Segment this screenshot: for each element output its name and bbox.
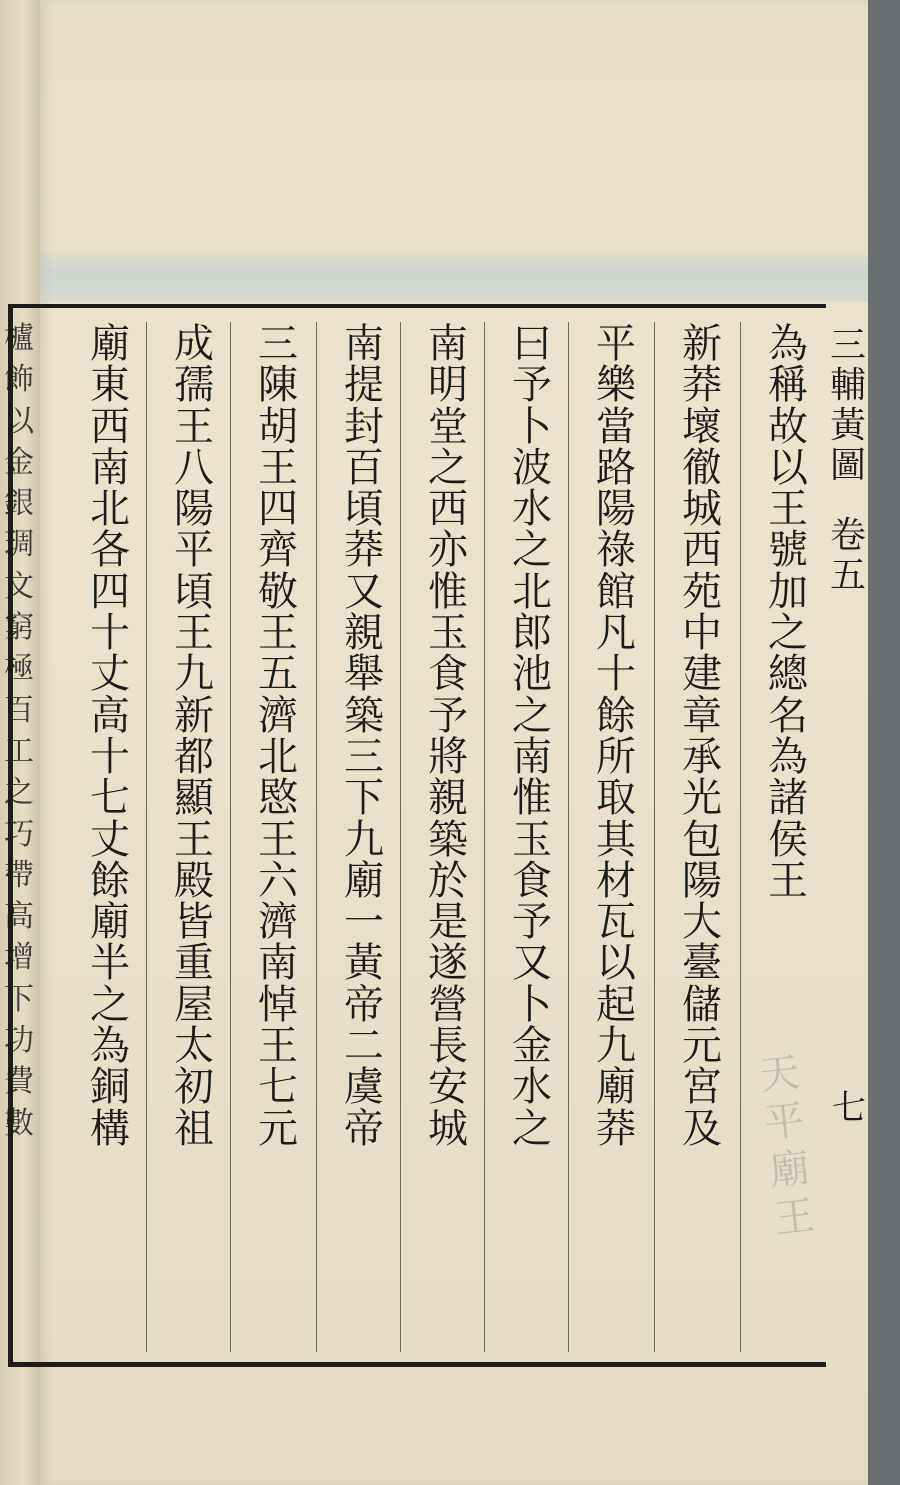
glyph: 水: [512, 1064, 552, 1111]
glyph: 包: [682, 816, 722, 863]
glyph: 樂: [596, 362, 636, 409]
glyph: 頃: [344, 486, 384, 533]
column-rule: [400, 322, 401, 1352]
glyph: 承: [682, 733, 722, 780]
glyph: 惟: [428, 568, 468, 615]
glyph: 是: [428, 899, 468, 946]
glyph: 予: [428, 692, 468, 739]
previous-page-glyph: 極: [4, 651, 34, 687]
previous-page-glyph: 高: [4, 899, 34, 935]
glyph: 西: [428, 486, 468, 533]
previous-page-glyph: 窮: [4, 610, 34, 646]
glyph: 丈: [90, 816, 130, 863]
glyph: 之: [768, 610, 808, 657]
glyph: 西: [682, 527, 722, 574]
glyph: 陽: [682, 857, 722, 904]
glyph: 徹: [682, 444, 722, 491]
glyph: 王: [258, 444, 298, 491]
glyph: 封: [344, 403, 384, 450]
glyph: 其: [596, 816, 636, 863]
glyph: 愍: [258, 775, 298, 822]
glyph: 九: [344, 816, 384, 863]
glyph: 四: [258, 486, 298, 533]
glyph: 卜: [512, 981, 552, 1028]
glyph: 廟: [90, 321, 130, 367]
glyph: 元: [258, 1105, 298, 1152]
glyph: 侯: [768, 816, 808, 863]
glyph: 食: [428, 651, 468, 698]
glyph: 濟: [258, 692, 298, 739]
glyph: 郎: [512, 610, 552, 657]
header-glyph: 黃: [829, 405, 866, 446]
glyph: 故: [768, 403, 808, 450]
previous-page-glyph: 功: [4, 1023, 34, 1059]
glyph: 東: [90, 362, 130, 409]
glyph: 新: [682, 321, 722, 367]
glyph: 南: [512, 733, 552, 780]
text-column-6: [340, 321, 388, 1152]
glyph: 臺: [682, 940, 722, 987]
glyph: 城: [428, 1105, 468, 1152]
glyph: 各: [90, 527, 130, 574]
glyph: 南: [90, 444, 130, 491]
header-glyph: 五: [829, 555, 866, 596]
glyph: 又: [512, 940, 552, 987]
glyph: 為: [768, 321, 808, 367]
glyph: 食: [512, 857, 552, 904]
column-rule: [568, 322, 569, 1352]
glyph: 築: [428, 816, 468, 863]
glyph: 及: [682, 1105, 722, 1152]
glyph: 王: [768, 486, 808, 533]
previous-page-glyph: 銀: [4, 486, 34, 522]
glyph: 黃: [344, 940, 384, 987]
glyph: 南: [428, 321, 468, 367]
previous-page-glyph: 帶: [4, 857, 34, 893]
glyph: 七: [258, 1064, 298, 1111]
glyph: 廟: [90, 899, 130, 946]
column-rule: [146, 322, 147, 1352]
glyph: 大: [682, 899, 722, 946]
glyph: 玉: [512, 816, 552, 863]
glyph: 舉: [344, 651, 384, 698]
glyph: 九: [596, 1023, 636, 1070]
glyph: 平: [596, 321, 636, 367]
glyph: 路: [596, 444, 636, 491]
glyph: 稱: [768, 362, 808, 409]
glyph: 六: [258, 857, 298, 904]
text-column-7: [254, 321, 302, 1152]
stamp-glyph: 廟: [767, 1145, 812, 1195]
glyph: 以: [768, 444, 808, 491]
header-glyph: 卷: [829, 515, 866, 556]
glyph: 王: [174, 403, 214, 450]
glyph: 太: [174, 1023, 214, 1070]
column-rule: [654, 322, 655, 1352]
glyph: 帝: [344, 981, 384, 1028]
book-title: [830, 326, 866, 486]
glyph: 王: [174, 610, 214, 657]
glyph: 都: [174, 733, 214, 780]
glyph: 王: [258, 1023, 298, 1070]
glyph: 起: [596, 981, 636, 1028]
previous-page-glyph: 琱: [4, 527, 34, 563]
glyph: 北: [258, 733, 298, 780]
glyph: 濟: [258, 899, 298, 946]
previous-page-glyph: 巧: [4, 816, 34, 852]
glyph: 水: [512, 486, 552, 533]
glyph: 成: [174, 321, 214, 367]
text-column-2: [678, 321, 726, 1152]
glyph: 屋: [174, 981, 214, 1028]
glyph: 城: [682, 486, 722, 533]
glyph: 惟: [512, 775, 552, 822]
glyph: 莽: [344, 527, 384, 574]
glyph: 三: [258, 321, 298, 367]
glyph: 宮: [682, 1064, 722, 1111]
glyph: 親: [344, 610, 384, 657]
text-column-8: [170, 321, 218, 1152]
glyph: 當: [596, 403, 636, 450]
glyph: 十: [90, 610, 130, 657]
glyph: 王: [258, 816, 298, 863]
glyph: 陳: [258, 362, 298, 409]
glyph: 波: [512, 444, 552, 491]
glyph: 章: [682, 692, 722, 739]
glyph: 銅: [90, 1064, 130, 1111]
glyph: 虞: [344, 1064, 384, 1111]
glyph: 百: [344, 444, 384, 491]
previous-page-glyph: 百: [4, 692, 34, 728]
glyph: 為: [90, 1023, 130, 1070]
previous-page-glyph: 下: [4, 981, 34, 1017]
glyph: 四: [90, 568, 130, 615]
glyph: 池: [512, 651, 552, 698]
glyph: 九: [174, 651, 214, 698]
glyph: 安: [428, 1064, 468, 1111]
glyph: 又: [344, 568, 384, 615]
glyph: 名: [768, 692, 808, 739]
glyph: 陽: [596, 486, 636, 533]
glyph: 壞: [682, 403, 722, 450]
glyph: 亦: [428, 527, 468, 574]
stamp-glyph: 平: [762, 1097, 807, 1148]
glyph: 長: [428, 1023, 468, 1070]
glyph: 明: [428, 362, 468, 409]
glyph: 西: [90, 403, 130, 450]
glyph: 孺: [174, 362, 214, 409]
glyph: 悼: [258, 981, 298, 1028]
glyph: 十: [90, 733, 130, 780]
glyph: 新: [174, 692, 214, 739]
glyph: 之: [428, 444, 468, 491]
glyph: 建: [682, 651, 722, 698]
glyph: 取: [596, 775, 636, 822]
text-column-3: [592, 321, 640, 1152]
glyph: 高: [90, 692, 130, 739]
glyph: 祖: [174, 1105, 214, 1152]
previous-page-glyph: 文: [4, 568, 34, 604]
glyph: 二: [344, 1023, 384, 1070]
text-column-4: [508, 321, 556, 1152]
text-column-1: [764, 321, 812, 904]
glyph: 將: [428, 733, 468, 780]
column-rule: [230, 322, 231, 1352]
glyph: 胡: [258, 403, 298, 450]
glyph: 陽: [174, 486, 214, 533]
glyph: 材: [596, 857, 636, 904]
previous-page-glyph: 以: [4, 403, 34, 439]
header-glyph: 輔: [829, 365, 866, 406]
glyph: 三: [344, 733, 384, 780]
glyph: 頃: [174, 568, 214, 615]
glyph: 構: [90, 1105, 130, 1152]
glyph: 重: [174, 940, 214, 987]
header-glyph: 三: [829, 325, 866, 366]
glyph: 餘: [596, 692, 636, 739]
volume-label: [830, 516, 866, 596]
glyph: 南: [258, 940, 298, 987]
glyph: 總: [768, 651, 808, 698]
column-rule: [484, 322, 485, 1352]
glyph: 凡: [596, 610, 636, 657]
glyph: 七: [90, 775, 130, 822]
glyph: 予: [512, 899, 552, 946]
stamp-glyph: 天: [757, 1049, 802, 1100]
glyph: 北: [90, 486, 130, 533]
glyph: 北: [512, 568, 552, 615]
glyph: 瓦: [596, 899, 636, 946]
scan-background: [866, 0, 900, 1485]
page-tint-band: [40, 248, 868, 302]
column-rule: [740, 322, 741, 1352]
glyph: 之: [90, 981, 130, 1028]
glyph: 諸: [768, 775, 808, 822]
glyph: 五: [258, 651, 298, 698]
glyph: 初: [174, 1064, 214, 1111]
previous-page-glyph: 工: [4, 733, 34, 769]
previous-page-glyph: 金: [4, 444, 34, 480]
glyph: 予: [512, 362, 552, 409]
glyph: 金: [512, 1023, 552, 1070]
glyph: 王: [174, 816, 214, 863]
glyph: 加: [768, 568, 808, 615]
glyph: 親: [428, 775, 468, 822]
text-column-9: [86, 321, 134, 1152]
previous-page-glyph: 費: [4, 1064, 34, 1100]
glyph: 半: [90, 940, 130, 987]
glyph: 下: [344, 775, 384, 822]
glyph: 於: [428, 857, 468, 904]
glyph: 平: [174, 527, 214, 574]
glyph: 館: [596, 568, 636, 615]
glyph: 之: [512, 527, 552, 574]
glyph: 之: [512, 1105, 552, 1152]
previous-page-glyph: 飾: [4, 362, 34, 398]
glyph: 王: [768, 857, 808, 904]
glyph: 顯: [174, 775, 214, 822]
previous-page-glyph: 數: [4, 1105, 34, 1141]
glyph: 以: [596, 940, 636, 987]
glyph: 南: [344, 321, 384, 367]
glyph: 莽: [596, 1105, 636, 1152]
glyph: 為: [768, 733, 808, 780]
glyph: 皆: [174, 899, 214, 946]
glyph: 殿: [174, 857, 214, 904]
glyph: 所: [596, 733, 636, 780]
leaf-number: 七: [832, 1088, 866, 1128]
glyph: 王: [258, 610, 298, 657]
glyph: 苑: [682, 568, 722, 615]
glyph: 中: [682, 610, 722, 657]
glyph: 遂: [428, 940, 468, 987]
column-rule: [316, 322, 317, 1352]
glyph: 一: [344, 899, 384, 946]
glyph: 營: [428, 981, 468, 1028]
margin-header: [828, 326, 868, 596]
previous-page-glyph: 櫨: [4, 321, 34, 356]
glyph: 玉: [428, 610, 468, 657]
glyph: 敬: [258, 568, 298, 615]
text-column-5: [424, 321, 472, 1152]
stamp-glyph: 王: [772, 1192, 817, 1243]
glyph: 丈: [90, 651, 130, 698]
glyph: 莽: [682, 362, 722, 409]
glyph: 之: [512, 692, 552, 739]
glyph: 餘: [90, 857, 130, 904]
glyph: 廟: [344, 857, 384, 904]
glyph: 曰: [512, 321, 552, 367]
header-glyph: 圖: [829, 445, 866, 486]
glyph: 八: [174, 444, 214, 491]
glyph: 卜: [512, 403, 552, 450]
glyph: 齊: [258, 527, 298, 574]
glyph: 儲: [682, 981, 722, 1028]
glyph: 十: [596, 651, 636, 698]
previous-page-glyph: 之: [4, 775, 34, 811]
glyph: 築: [344, 692, 384, 739]
glyph: 祿: [596, 527, 636, 574]
previous-page-glyph: 增: [4, 940, 34, 976]
glyph: 帝: [344, 1105, 384, 1152]
glyph: 號: [768, 527, 808, 574]
glyph: 堂: [428, 403, 468, 450]
glyph: 廟: [596, 1064, 636, 1111]
glyph: 元: [682, 1023, 722, 1070]
glyph: 提: [344, 362, 384, 409]
glyph: 光: [682, 775, 722, 822]
